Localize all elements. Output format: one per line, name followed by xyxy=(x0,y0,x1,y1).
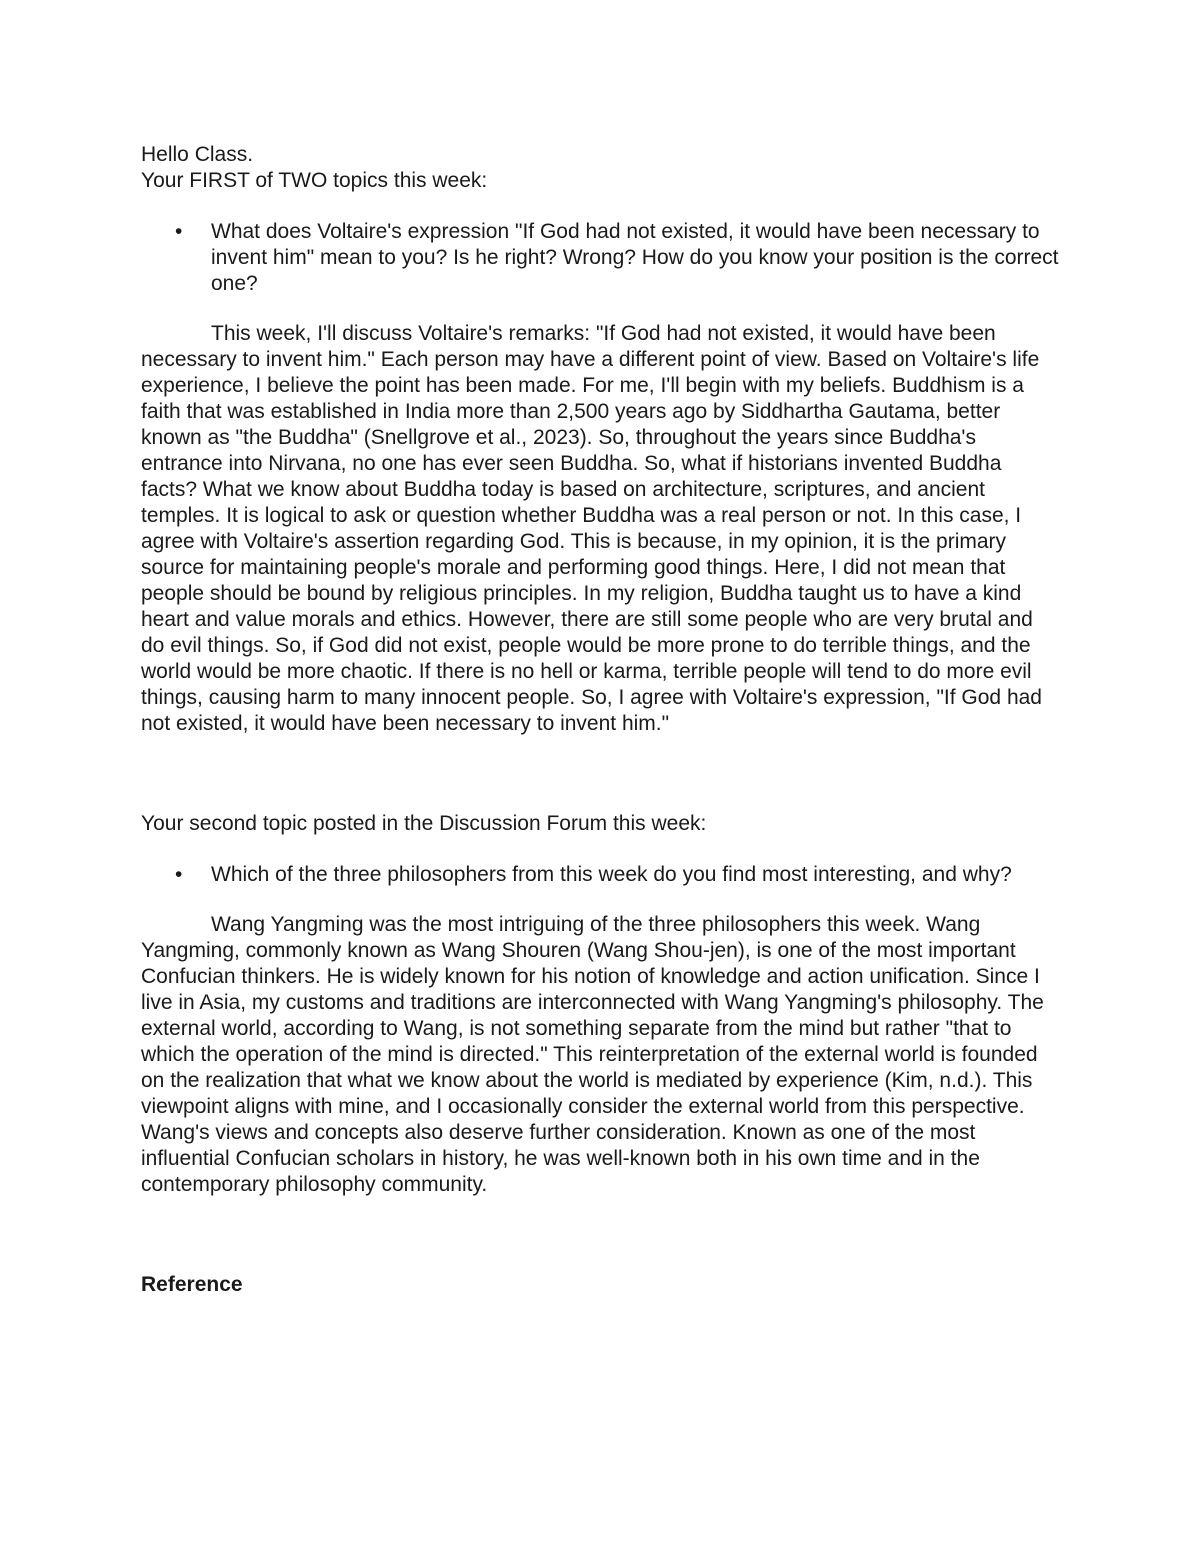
topic1-question-list xyxy=(141,219,1061,297)
topic2-question: Which of the three philosophers from this week do you find most interesting, and why? xyxy=(211,863,1012,886)
bullet-icon: • xyxy=(175,220,183,243)
topic2-answer: Wang Yangming was the most intriguing of the three philosophers this week. Wang Yangming, commonly known as Wang Shouren (Wang Shou-jen), is one of the most important Confucian thinkers. He is widely known for his notion of knowledge and action unification. Since I live in Asia, my customs and traditions are interconnected with Wang Yangming's philosophy. The external world, according to Wang, is not something separate from the mind but rather "that to which the operation of the mind is directed." This reinterpretation of the external world is founded on the realization that what we know about the world is mediated by experience (Kim, n.d.). This viewpoint aligns with mine, and I occasionally consider the external world from this perspective. Wang's views and concepts also deserve further consideration. Known as one of the most influential Confucian scholars in history, he was well-known both in his own time and in the contemporary philosophy community. xyxy=(141,913,1044,1196)
reference-heading: Reference xyxy=(141,1273,243,1296)
topic1-question: What does Voltaire's expression "If God had not existed, it would have been necessary to invent him" mean to you? Is he right? Wrong? How do you know your position is the correct one? xyxy=(211,220,1059,295)
topic1-intro: Your FIRST of TWO topics this week: xyxy=(141,169,488,192)
topic2-question-list xyxy=(141,862,1061,888)
section-gap xyxy=(141,737,1061,811)
section-gap xyxy=(141,1198,1061,1272)
topic1-question-item xyxy=(141,219,1061,297)
topic2-question-item xyxy=(141,862,1061,888)
greeting: Hello Class. xyxy=(141,143,254,166)
document-page xyxy=(141,142,1061,1298)
topic2-intro: Your second topic posted in the Discussion Forum this week: xyxy=(141,812,707,835)
topic1-answer: This week, I'll discuss Voltaire's remarks: "If God had not existed, it would have been necessary to invent him." Each person may have a different point of view. Based on Voltaire's life experience, I believe the point has been made. For me, I'll begin with my beliefs. Buddhism is a faith that was established in India more than 2,500 years ago by Siddhartha Gautama, better known as "the Buddha" (Snellgrove et al., 2023). So, throughout the years since Buddha's entrance into Nirvana, no one has ever seen Buddha. So, what if historians invented Buddha facts? What we know about Buddha today is based on architecture, scriptures, and ancient temples. It is logical to ask or question whether Buddha was a real person or not. In this case, I agree with Voltaire's assertion regarding God. This is because, in my opinion, it is the primary source for maintaining people's morale and performing good things. Here, I did not mean that people should be bound by religious principles. In my religion, Buddha taught us to have a kind heart and value morals and ethics. However, there are still some people who are very brutal and do evil things. So, if God did not exist, people would be more prone to do terrible things, and the world would be more chaotic. If there is no hell or karma, terrible people will tend to do more evil things, causing harm to many innocent people. So, I agree with Voltaire's expression, "If God had not existed, it would have been necessary to invent him." xyxy=(141,322,1042,735)
bullet-icon: • xyxy=(175,863,183,886)
